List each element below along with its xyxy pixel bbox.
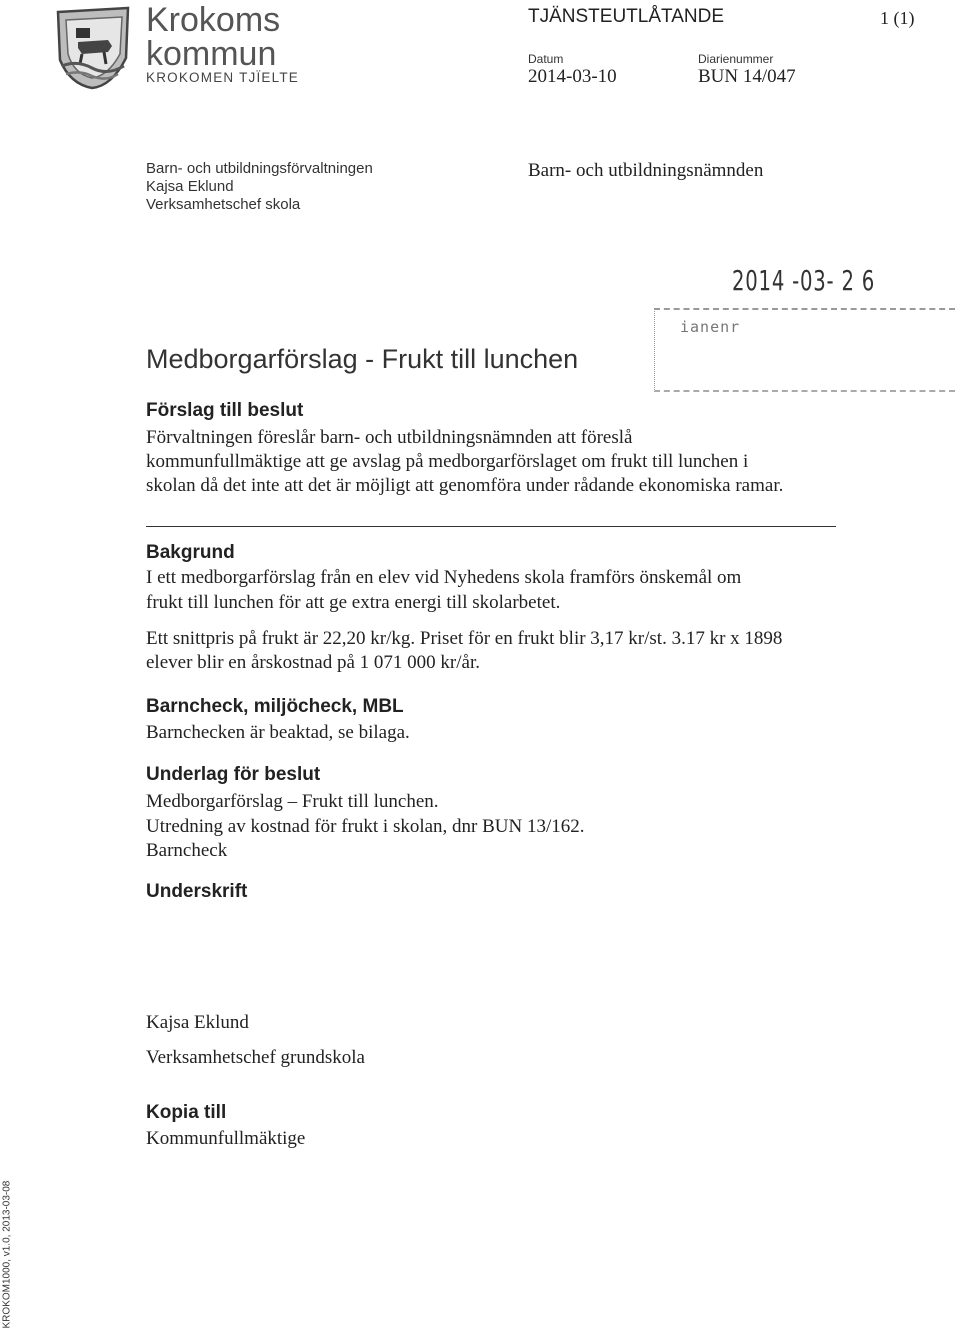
- page-number: 1 (1): [880, 8, 915, 28]
- divider: [146, 526, 836, 527]
- section-heading-basis: Underlag för beslut: [146, 764, 321, 785]
- copy-to-recipient: Kommunfullmäktige: [146, 1128, 306, 1149]
- document-type: TJÄNSTEUTLÅTANDE: [528, 6, 725, 27]
- basis-item: Utredning av kostnad för frukt i skolan, dnr BUN 13/162.: [146, 816, 585, 837]
- sender-title: Verksamhetschef skola: [146, 196, 301, 213]
- signatory-name: Kajsa Eklund: [146, 1012, 249, 1033]
- page-title: Medborgarförslag - Frukt till lunchen: [146, 344, 579, 374]
- sender-department: Barn- och utbildningsförvaltningen: [146, 160, 373, 177]
- signatory-title: Verksamhetschef grundskola: [146, 1047, 365, 1068]
- sender-name: Kajsa Eklund: [146, 178, 234, 195]
- org-subtitle: KROKOMEN TJÏELTE: [146, 70, 299, 85]
- proposal-text-line: skolan då det inte att det är möjligt att genomföra under rådande ekonomiska ramar.: [146, 475, 784, 496]
- date-label: Datum: [528, 52, 564, 66]
- krokom-coat-of-arms-icon: [52, 2, 134, 90]
- org-name-second-line: kommun: [146, 35, 277, 73]
- recipient: Barn- och utbildningsnämnden: [528, 160, 764, 181]
- stamp-date: 2014 -03- 2 6: [732, 264, 876, 297]
- stamp-text: ianenr: [680, 318, 741, 336]
- registration-number-label: Diarienummer: [698, 52, 774, 66]
- section-heading-signature: Underskrift: [146, 881, 248, 902]
- section-heading-background: Bakgrund: [146, 542, 235, 563]
- section-heading-checks: Barncheck, miljöcheck, MBL: [146, 696, 404, 717]
- proposal-text-line: Förvaltningen föreslår barn- och utbildningsnämnden att föreslå: [146, 427, 633, 448]
- checks-text: Barnchecken är beaktad, se bilaga.: [146, 722, 410, 743]
- basis-item: Medborgarförslag – Frukt till lunchen.: [146, 791, 439, 812]
- section-heading-proposal: Förslag till beslut: [146, 400, 304, 421]
- org-name: Krokoms: [146, 1, 281, 39]
- date-value: 2014-03-10: [528, 66, 617, 87]
- background-text-line: Ett snittpris på frukt är 22,20 kr/kg. Priset för en frukt blir 3,17 kr/st. 3.17 kr x 1898: [146, 628, 783, 649]
- background-text-line: frukt till lunchen för att ge extra energi till skolarbetet.: [146, 592, 561, 613]
- section-heading-copy-to: Kopia till: [146, 1102, 227, 1123]
- registration-number-value: BUN 14/047: [698, 66, 796, 87]
- background-text-line: I ett medborgarförslag från en elev vid Nyhedens skola framförs önskemål om: [146, 567, 742, 588]
- background-text-line: elever blir en årskostnad på 1 071 000 kr/år.: [146, 652, 480, 673]
- proposal-text-line: kommunfullmäktige att ge avslag på medborgarförslaget om frukt till lunchen i: [146, 451, 749, 472]
- basis-item: Barncheck: [146, 840, 228, 861]
- template-code: KROKOM1000, v1.0, 2013-03-08: [1, 1180, 13, 1329]
